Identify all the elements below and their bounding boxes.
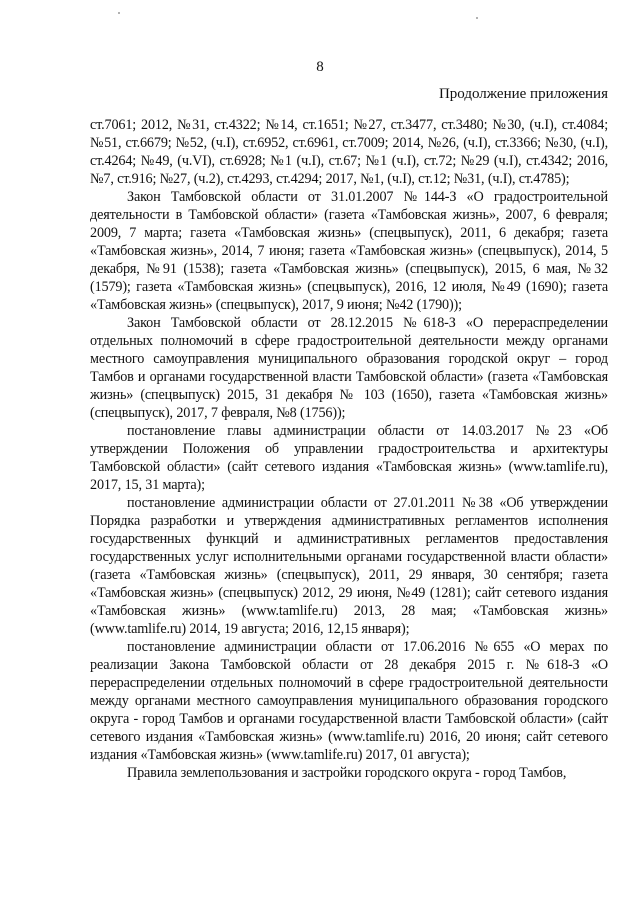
paragraph-law-618-z: Закон Тамбовской области от 28.12.2015 №618-З «О перераспределении отдельных полномочий в сфере градостроительной деятельности между органами местного самоуправления муниципального образования городской округ – город Тамбов и органами государственной власти Тамбовской области» (газета «Тамбовская жизнь» (спецвыпуск) 2015, 31 декабря № 103 (1650), газета «Тамбовская жизнь» (спецвыпуск), 2017, 7 февраля, №8 (1756)); — [90, 315, 608, 421]
scan-speck — [118, 12, 120, 14]
paragraph-resolution-655: постановление администрации области от 17.06.2016 №655 «О мерах по реализации Закона Тамбовской области от 28 декабря 2015 г. №618-З «О перераспределении отдельных полномочий в сфере градостроительной деятельности между органами местного самоуправления муниципального образования городского округа - город Тамбов и органами государственной власти Тамбовской области» (сайт сетевого издания «Тамбовская жизнь» (www.tamlife.ru) 2016, 20 июня; сайт сетевого издания «Тамбовская жизнь» (www.tamlife.ru) 2017, 01 августа); — [90, 639, 608, 763]
paragraph-zoning-rules: Правила землепользования и застройки городского округа - город Тамбов, — [127, 765, 567, 781]
page-number: 8 — [316, 59, 324, 75]
paragraph-resolution-38: постановление администрации области от 27.01.2011 №38 «Об утверждении Порядка разработки и утверждения административных регламентов исполнения государственных функций и административных регламентов предоставления государственных услуг исполнительными органами государственной власти области» (газета «Тамбовская жизнь» (спецвыпуск), 2011, 29 января, 30 сентября; газета «Тамбовская жизнь» (спецвыпуск) 2012, 29 июня, №49 (1281); сайт сетевого издания «Тамбовская жизнь» (www.tamlife.ru) 2013, 28 мая; «Тамбовская жизнь» (www.tamlife.ru) 2014, 19 августа; 2016, 12,15 января); — [90, 495, 608, 637]
appendix-continuation-header: Продолжение приложения — [438, 86, 608, 102]
document-body — [90, 116, 608, 782]
scan-speck — [476, 17, 478, 19]
paragraph-resolution-23: постановление главы администрации области от 14.03.2017 №23 «Об утверждении Положения об управлении градостроительства и архитектуры Тамбовской области» (сайт сетевого издания «Тамбовская жизнь» (www.tamlife.ru), 2017, 15, 31 марта); — [90, 423, 608, 493]
paragraph-legislation-citations: ст.7061; 2012, №31, ст.4322; №14, ст.1651; №27, ст.3477, ст.3480; №30, (ч.I), ст.4084; №51, ст.6679; №52, (ч.I), ст.6952, ст.6961, ст.7009; 2014, №26, (ч.I), ст.3366; №30, (ч.I), ст.4264; №49, (ч.VI), ст.6928; №1 (ч.I), ст.67; №1 (ч.I), ст.72; №29 (ч.I), ст.4342; 2016, №7, ст.916; №27, (ч.2), ст.4293, ст.4294; 2017, №1, (ч.I), ст.12; №31, (ч.I), ст.4785); — [90, 117, 608, 187]
paragraph-law-144-z: Закон Тамбовской области от 31.01.2007 №144-З «О градостроительной деятельности в Тамбовской области» (газета «Тамбовская жизнь», 2007, 6 февраля; 2009, 7 марта; газета «Тамбовская жизнь» (спецвыпуск), 2011, 6 декабря; газета «Тамбовская жизнь», 2014, 7 июня; газета «Тамбовская жизнь» (спецвыпуск), 2014, 5 декабря, №91 (1538); газета «Тамбовская жизнь» (спецвыпуск), 2015, 6 мая, №32 (1579); газета «Тамбовская жизнь» (спецвыпуск), 2016, 12 июля, №49 (1690); газета «Тамбовская жизнь» (спецвыпуск), 2017, 9 июня; №42 (1790)); — [90, 189, 608, 313]
